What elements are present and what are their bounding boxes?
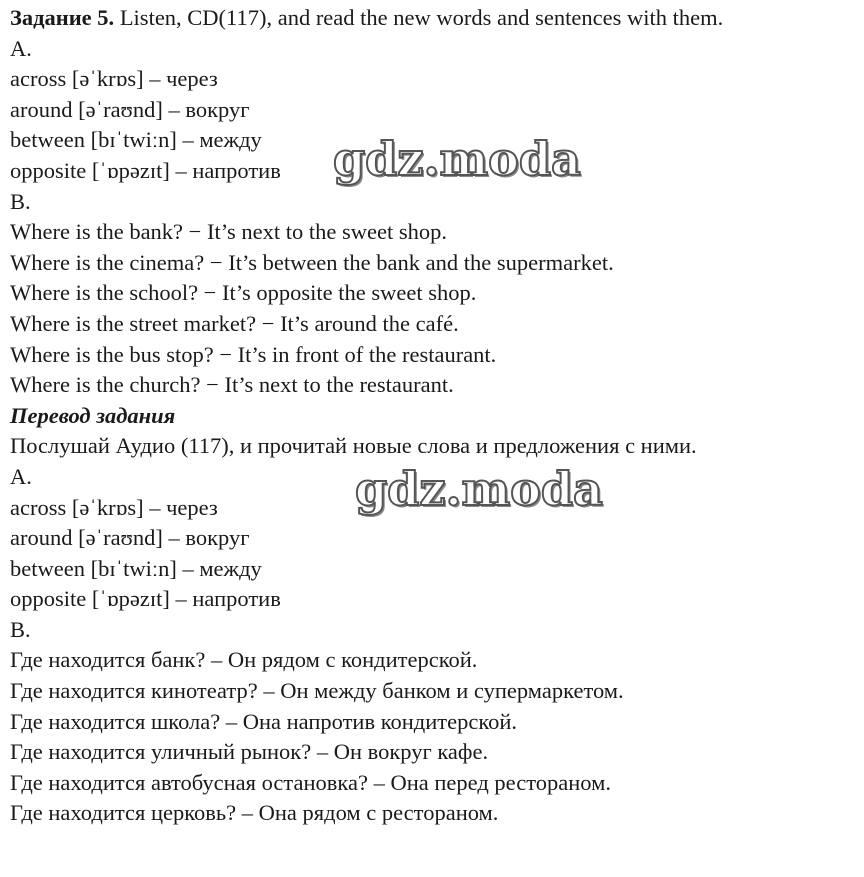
sentence-item: Where is the church? − It’s next to the restaurant. bbox=[10, 372, 454, 398]
translation-instruction: Послушай Аудио (117), и прочитай новые слова и предложения с ними. bbox=[10, 433, 697, 459]
sentence-item: Where is the bus stop? − It’s in front of the restaurant. bbox=[10, 341, 497, 367]
watermark: gdz.moda bbox=[355, 462, 603, 516]
sentence-item: Where is the street market? − It’s around the café. bbox=[10, 310, 459, 336]
translation-word-item: across [əˈkrɒs] – через bbox=[10, 494, 218, 520]
translation-section-a-label: A. bbox=[10, 463, 32, 489]
task-instruction: Listen, CD(117), and read the new words and sentences with them. bbox=[114, 5, 724, 30]
section-a-label: A. bbox=[10, 35, 32, 61]
sentence-item: Where is the bank? − It’s next to the sweet shop. bbox=[10, 219, 447, 245]
translation-sentence-item: Где находится церковь? – Она рядом с рестораном. bbox=[10, 800, 499, 826]
word-item: around [əˈraʊnd] – вокруг bbox=[10, 96, 250, 122]
translation-heading: Перевод задания bbox=[10, 402, 176, 428]
sentence-item: Where is the school? − It’s opposite the sweet shop. bbox=[10, 280, 477, 306]
translation-sentence-item: Где находится школа? – Она напротив кондитерской. bbox=[10, 708, 518, 734]
translation-sentence-item: Где находится уличный рынок? – Он вокруг кафе. bbox=[10, 739, 489, 765]
word-item: opposite [ˈɒpəzɪt] – напротив bbox=[10, 157, 281, 183]
translation-word-item: opposite [ˈɒpəzɪt] – напротив bbox=[10, 586, 281, 612]
translation-sentence-item: Где находится кинотеатр? – Он между банком и супермаркетом. bbox=[10, 678, 624, 704]
sentence-item: Where is the cinema? − It’s between the bank and the supermarket. bbox=[10, 249, 614, 275]
translation-word-item: between [bɪˈtwiːn] – между bbox=[10, 555, 262, 581]
section-b-label: B. bbox=[10, 188, 31, 214]
document-page bbox=[10, 3, 860, 829]
translation-sentence-item: Где находится автобусная остановка? – Она перед рестораном. bbox=[10, 769, 611, 795]
translation-section-b-label: B. bbox=[10, 616, 31, 642]
translation-sentence-item: Где находится банк? – Он рядом с кондитерской. bbox=[10, 647, 478, 673]
word-item: between [bɪˈtwiːn] – между bbox=[10, 127, 262, 153]
watermark: gdz.moda bbox=[333, 132, 581, 186]
task-line bbox=[10, 3, 860, 34]
word-item: across [əˈkrɒs] – через bbox=[10, 66, 218, 92]
task-number: Задание 5. bbox=[10, 5, 115, 30]
translation-word-item: around [əˈraʊnd] – вокруг bbox=[10, 525, 250, 551]
